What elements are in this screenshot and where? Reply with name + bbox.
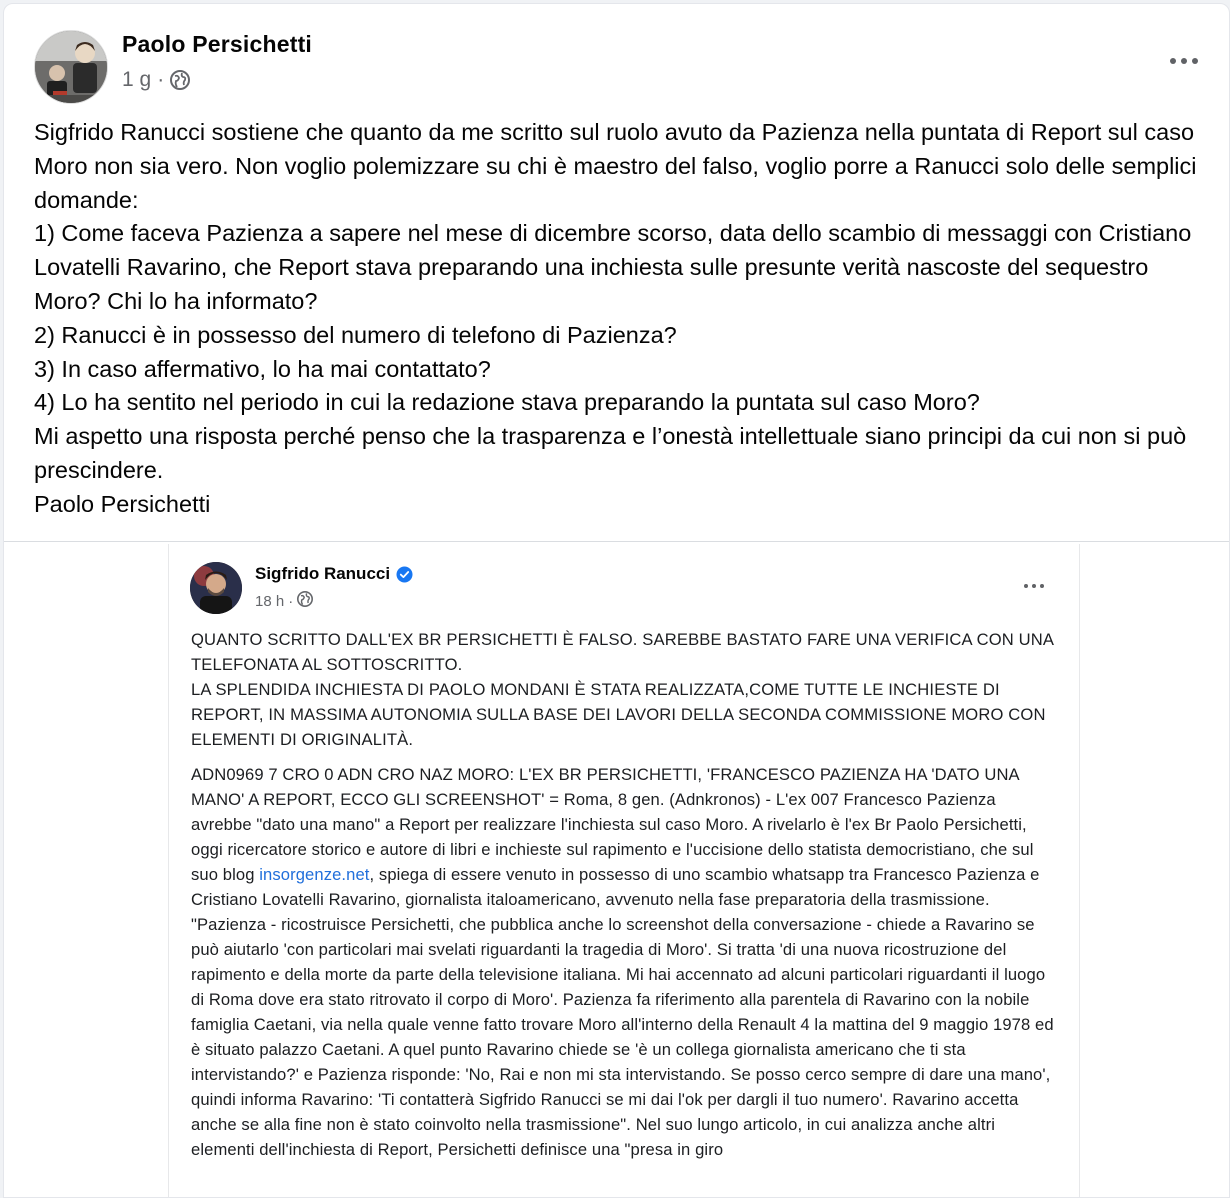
globe-icon[interactable]	[170, 70, 190, 90]
post-text	[34, 116, 1219, 522]
post-paragraph: 4) Lo ha sentito nel periodo in cui la redazione stava preparando la puntata sul caso Moro?	[34, 389, 980, 416]
post-time[interactable]: 1 g	[122, 68, 152, 91]
globe-icon	[297, 591, 313, 611]
divider	[4, 541, 1229, 542]
meta-separator: ·	[288, 592, 294, 610]
embedded-body-text	[191, 762, 1061, 1162]
author-name[interactable]: Paolo Persichetti	[122, 31, 313, 57]
more-options-button[interactable]	[1164, 46, 1204, 76]
embedded-time: 18 h	[255, 592, 285, 610]
embedded-author-label: Sigfrido Ranucci	[255, 564, 391, 583]
post-header	[34, 26, 1204, 102]
embedded-caps-paragraph: QUANTO SCRITTO DALL'EX BR PERSICHETTI È FALSO. SAREBBE BASTATO FARE UNA VERIFICA CON UNA TELEFONATA AL SOTTOSCRITTO.	[191, 630, 1054, 674]
facebook-post	[3, 3, 1230, 1198]
embedded-post-image[interactable]	[168, 544, 1080, 1198]
blog-link: insorgenze.net	[259, 865, 370, 884]
embedded-author-avatar	[190, 562, 242, 614]
embedded-caps-paragraph: LA SPLENDIDA INCHIESTA DI PAOLO MONDANI È STATA REALIZZATA,COME TUTTE LE INCHIESTE DI REPORT, IN MASSIMA AUTONOMIA SULLA BASE DEI LAVORI DELLA SECONDA COMMISSIONE MORO CON ELEMENTI DI ORIGINALITÀ.	[191, 680, 1046, 749]
verified-badge-icon	[396, 566, 413, 583]
post-paragraph: Mi aspetto una risposta perché penso che la trasparenza e l’onestà intellettuale siano principi da cui non si può prescindere.	[34, 423, 1187, 483]
embedded-caps-text	[191, 627, 1061, 752]
embedded-body-start: ADN0969 7 CRO 0 ADN CRO NAZ MORO: L'EX BR PERSICHETTI, 'FRANCESCO PAZIENZA HA 'DATO UNA MANO' A REPORT, ECCO GLI SCREENSHOT' = Roma, 8 gen. (Adnkronos) - L'ex 007 Francesco Pazienza avrebbe "dato una mano" a Report per realizzare l'inchiesta sul caso Moro. A rivelarlo è l'ex Br Paolo Persichetti, oggi ricercatore storico e autore di libri e inchieste sul rapimento e l'uccisione dello statista democristiano, che sul suo blog	[191, 765, 1034, 884]
more-dots-icon	[1170, 58, 1198, 64]
post-paragraph: 1) Come faceva Pazienza a sapere nel mese di dicembre scorso, data dello scambio di messaggi con Cristiano Lovatelli Ravarino, che Report stava preparando una inchiesta sulle presunte verità nascoste del sequestro Moro? Chi lo ha informato?	[34, 220, 1192, 314]
post-signature: Paolo Persichetti	[34, 490, 211, 517]
meta-separator: ·	[157, 68, 165, 91]
embedded-body-end: , spiega di essere venuto in possesso di uno scambio whatsapp tra Francesco Pazienza e Cristiano Lovatelli Ravarino, giornalista italoamericano, avvenuto nella fase preparatoria della trasmissione. "Pazienza - ricostruisce Persichetti, che pubblica anche lo screenshot della conversazione - chiede a Ravarino se può aiutarlo 'con particolari mai svelati riguardanti la tragedia di Moro'. Si tratta 'di una nuova ricostruzione del rapimento e della morte da parte della televisione italiana. Mi hai accennato ad alcuni particolari riguardanti il luogo di Roma dove era stato ritrovato il corpo di Moro'. Pazienza fa riferimento alla parentela di Ravarino con la nobile famiglia Caetani, via nella quale venne fatto trovare Moro all'interno della Renault 4 la mattina del 9 maggio 1978 ed è situato palazzo Caetani. A quel punto Ravarino chiede se 'è un collega giornalista americano che ti sta intervistando?' e Pazienza risponde: 'No, Rai e non mi sta intervistando. Se posso cerco sempre di dare una mano', quindi informa Ravarino: 'Ti contatterà Sigfrido Ranucci se mi dai l'ok per dargli il tuo numero'. Ravarino accetta anche se alla fine non è stato coinvolto nella trasmissione". Nel suo lungo articolo, in cui analizza anche altri elementi dell'inchiesta di Report, Persichetti definisce una "presa in giro	[191, 865, 1054, 1159]
embedded-author-name	[255, 564, 413, 584]
post-meta	[122, 68, 190, 92]
post-paragraph: Sigfrido Ranucci sostiene che quanto da me scritto sul ruolo avuto da Pazienza nella puntata di Report sul caso Moro non sia vero. Non voglio polemizzare su chi è maestro del falso, voglio porre a Ranucci solo delle semplici domande:	[34, 119, 1197, 213]
embedded-more-options	[1019, 576, 1049, 596]
author-avatar[interactable]	[34, 30, 108, 104]
post-paragraph: 2) Ranucci è in possesso del numero di telefono di Pazienza?	[34, 321, 677, 348]
embedded-meta	[255, 591, 313, 611]
more-dots-icon	[1024, 584, 1045, 589]
post-paragraph: 3) In caso affermativo, lo ha mai contattato?	[34, 355, 491, 382]
